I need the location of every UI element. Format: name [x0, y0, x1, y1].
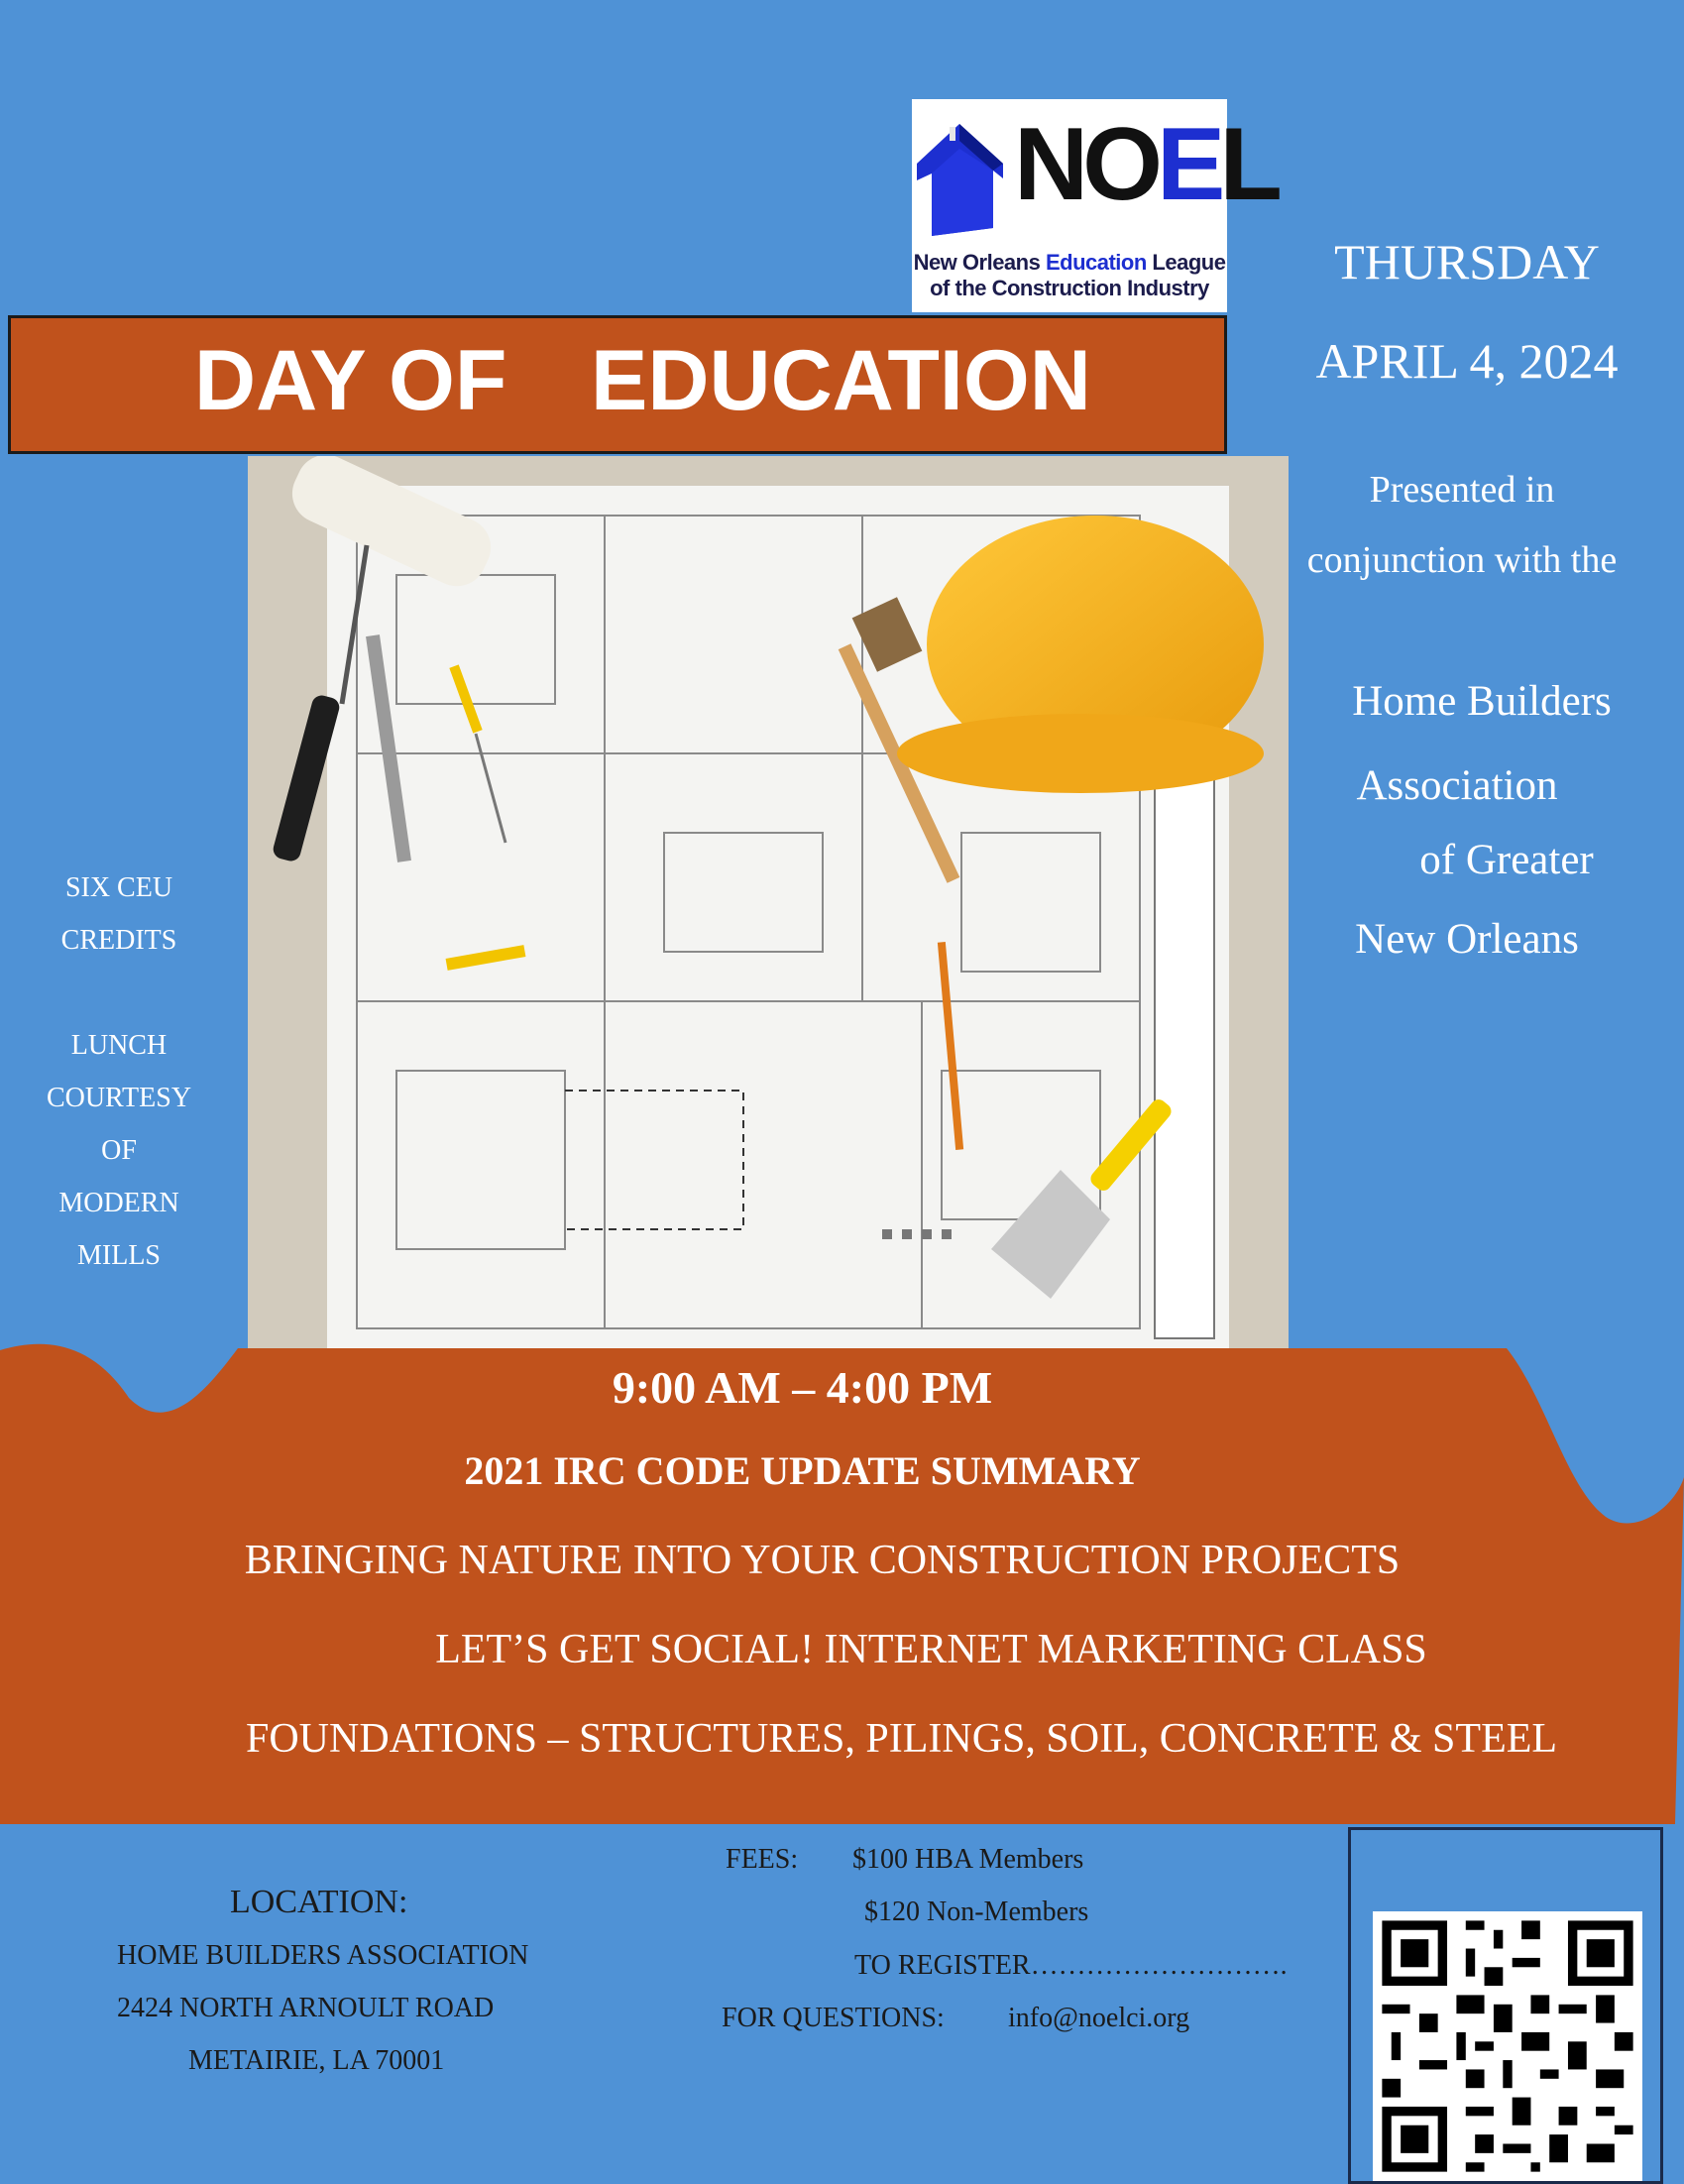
questions-label: FOR QUESTIONS:	[722, 2003, 945, 2033]
lunch-line-1: LUNCH	[70, 1030, 168, 1061]
house-icon	[912, 119, 1011, 238]
event-day: THURSDAY	[1334, 234, 1600, 289]
logo-tagline-1: New Orleans Education League	[913, 250, 1226, 275]
lunch-line-4: MODERN	[58, 1188, 179, 1218]
fee-non-members: $120 Non-Members	[864, 1897, 1089, 1927]
partner-line-1: Home Builders	[1352, 678, 1612, 725]
title-part-2: EDUCATION	[591, 333, 1091, 428]
register-link[interactable]: TO REGISTER……………………….	[854, 1950, 1288, 1981]
location-line-1: HOME BUILDERS ASSOCIATION	[117, 1940, 529, 1971]
session-4: FOUNDATIONS – STRUCTURES, PILINGS, SOIL, CONCRETE & STEEL	[245, 1716, 1558, 1762]
lunch-line-3: OF	[101, 1135, 137, 1166]
event-time: 9:00 AM – 4:00 PM	[612, 1362, 993, 1413]
qr-code-icon[interactable]	[1373, 1911, 1642, 2181]
location-line-2: 2424 NORTH ARNOULT ROAD	[117, 1993, 495, 2023]
logo-tagline-2: of the Construction Industry	[930, 276, 1209, 300]
session-2: BRINGING NATURE INTO YOUR CONSTRUCTION PROJECTS	[244, 1538, 1401, 1583]
lunch-line-5: MILLS	[77, 1240, 161, 1271]
partner-line-2: Association	[1356, 762, 1558, 809]
logo-wordmark: NOEL	[1014, 107, 1277, 222]
partner-line-4: New Orleans	[1355, 916, 1579, 963]
event-date: APRIL 4, 2024	[1315, 333, 1619, 389]
location-label: LOCATION:	[230, 1884, 408, 1920]
presented-line-1: Presented in	[1369, 469, 1555, 511]
credits-line-1: SIX CEU	[64, 872, 173, 903]
fee-members: $100 HBA Members	[852, 1844, 1084, 1875]
noel-logo	[912, 99, 1277, 312]
session-3: LET’S GET SOCIAL! INTERNET MARKETING CLASS	[435, 1627, 1427, 1672]
location-line-3: METAIRIE, LA 70001	[188, 2045, 445, 2076]
lunch-line-2: COURTESY	[46, 1083, 192, 1113]
contact-email[interactable]: info@noelci.org	[1008, 2003, 1190, 2033]
blueprint-photo	[248, 456, 1289, 1358]
title-banner	[8, 315, 1227, 454]
fees-label: FEES:	[726, 1844, 799, 1875]
presented-line-2: conjunction with the	[1306, 539, 1618, 581]
credits-line-2: CREDITS	[60, 925, 177, 956]
partner-line-3: of Greater	[1419, 837, 1594, 883]
title-part-1: DAY OF	[194, 333, 507, 428]
session-1: 2021 IRC CODE UPDATE SUMMARY	[464, 1448, 1141, 1493]
